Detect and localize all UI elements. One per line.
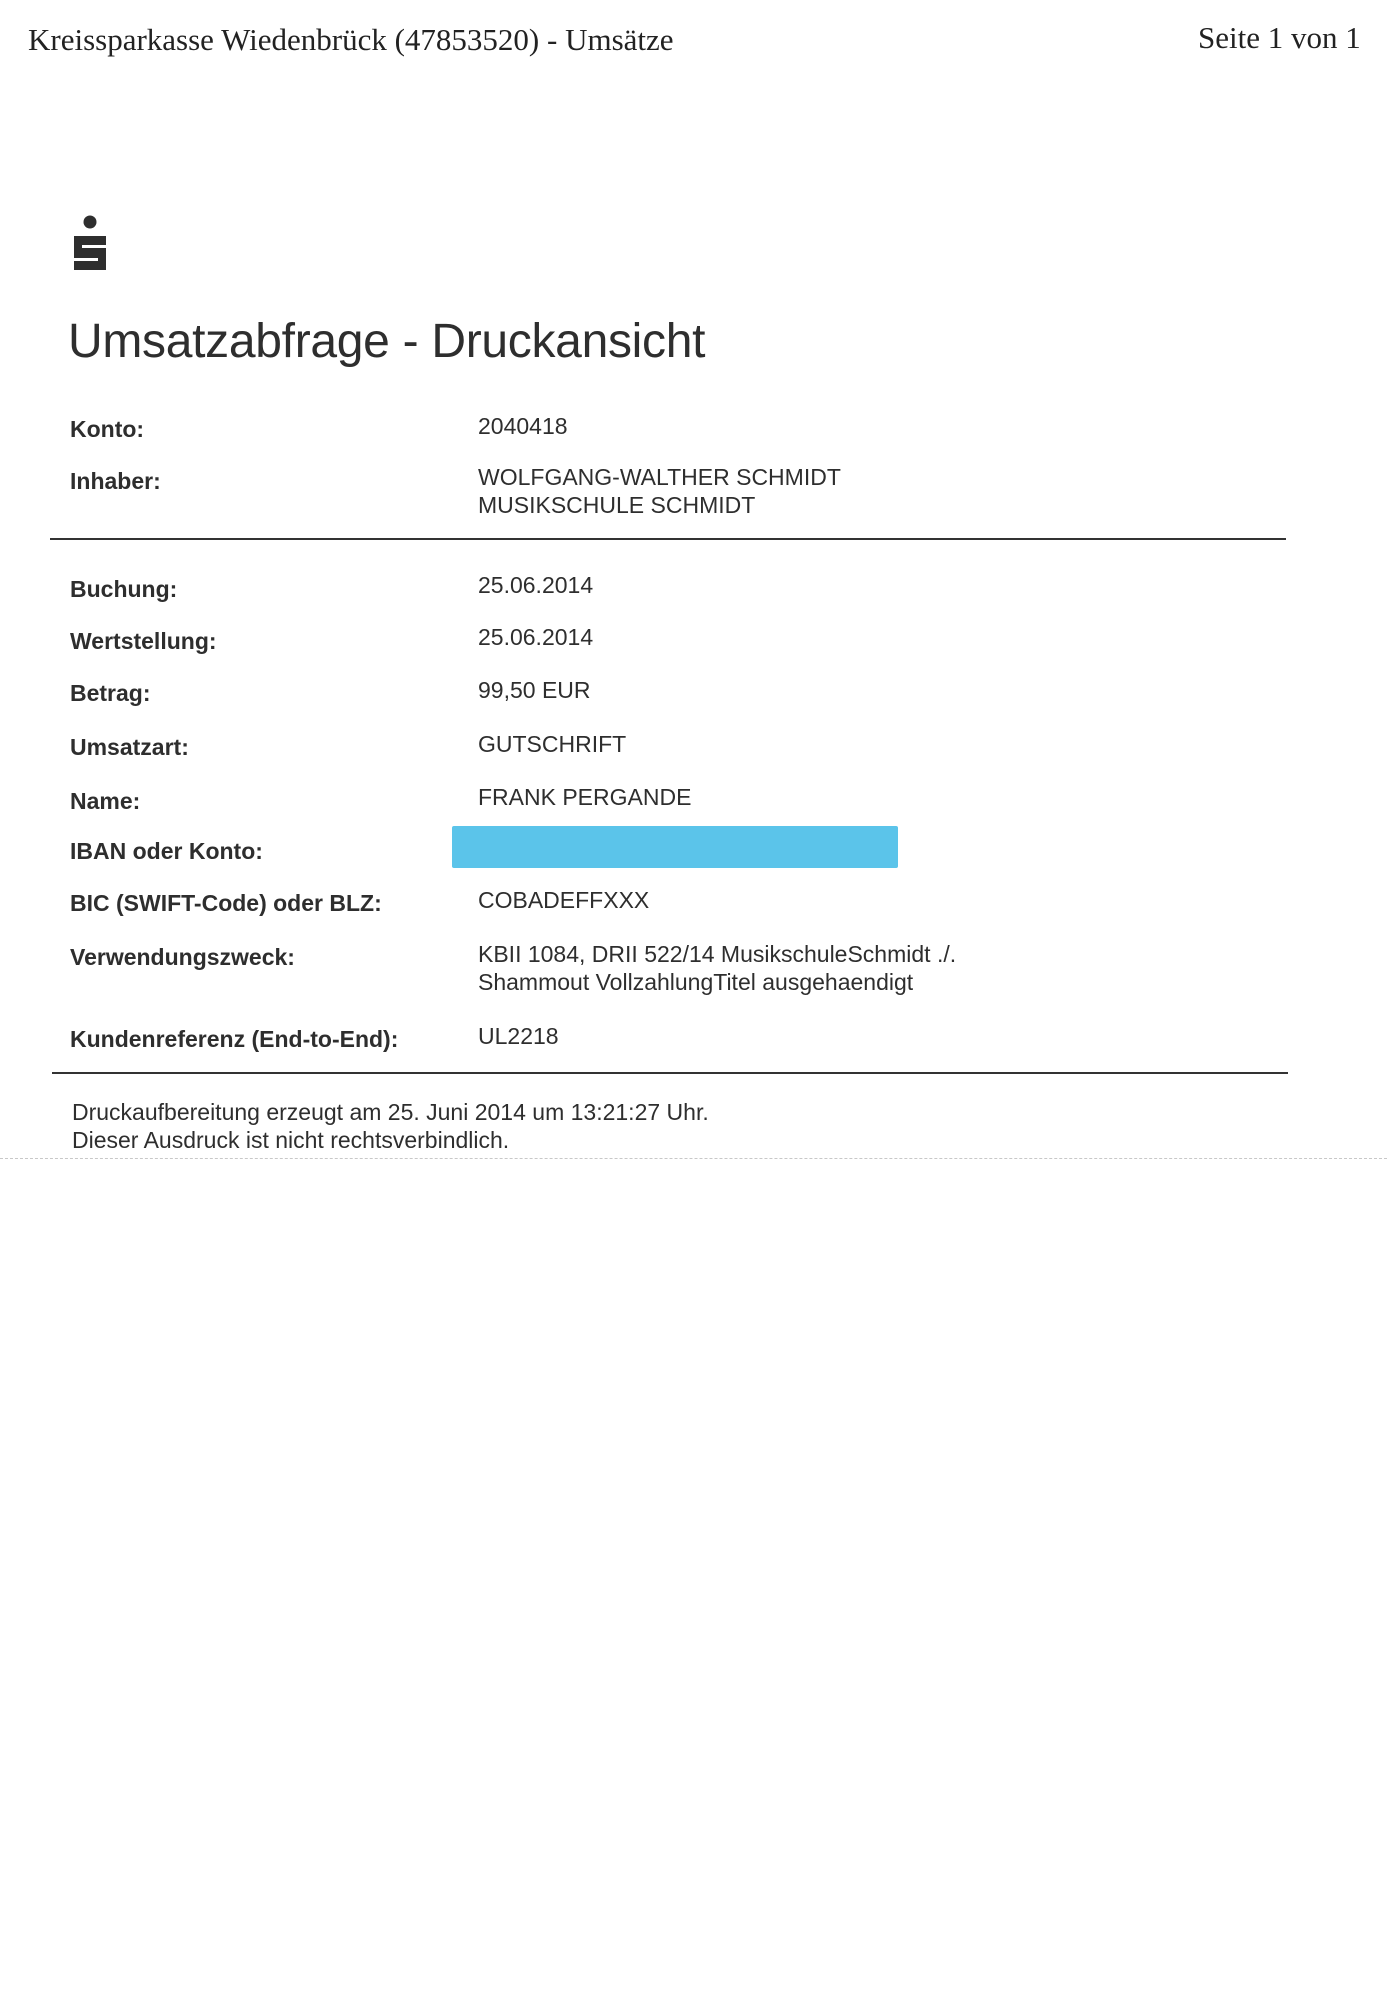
bic-label: BIC (SWIFT-Code) oder BLZ:	[70, 890, 382, 916]
page-number: Seite 1 von 1	[1198, 20, 1361, 55]
iban-redaction-mark	[452, 826, 898, 868]
inhaber-label: Inhaber:	[70, 468, 161, 494]
inhaber-line-1: WOLFGANG-WALTHER SCHMIDT	[478, 464, 841, 490]
print-footer	[72, 1098, 709, 1154]
verwendungszweck-line-1: KBII 1084, DRII 522/14 MusikschuleSchmidt ./.	[478, 941, 957, 967]
wertstellung-label: Wertstellung:	[70, 628, 217, 654]
inhaber-value	[478, 463, 841, 519]
scan-edge-line	[0, 1158, 1387, 1159]
konto-label: Konto:	[70, 416, 145, 442]
konto-value: 2040418	[478, 413, 568, 439]
inhaber-line-2: MUSIKSCHULE SCHMIDT	[478, 492, 756, 518]
sparkasse-s-logo-icon	[68, 214, 112, 270]
wertstellung-value: 25.06.2014	[478, 624, 594, 650]
bic-value: COBADEFFXXX	[478, 887, 650, 913]
umsatzart-value: GUTSCHRIFT	[478, 731, 627, 757]
footer-generated-note: Druckaufbereitung erzeugt am 25. Juni 2014 um 13:21:27 Uhr.	[72, 1099, 709, 1125]
betrag-value: 99,50 EUR	[478, 677, 591, 703]
footer-legal-note: Dieser Ausdruck ist nicht rechtsverbindlich.	[72, 1127, 510, 1153]
betrag-label: Betrag:	[70, 680, 151, 706]
page-title: Umsatzabfrage - Druckansicht	[68, 315, 706, 368]
umsatzart-label: Umsatzart:	[70, 734, 189, 760]
verwendungszweck-value	[478, 940, 956, 996]
kundenreferenz-value: UL2218	[478, 1023, 559, 1049]
section-divider-bottom	[52, 1072, 1288, 1074]
section-divider-top	[50, 538, 1286, 540]
kundenreferenz-label: Kundenreferenz (End-to-End):	[70, 1026, 399, 1052]
name-value: FRANK PERGANDE	[478, 784, 692, 810]
buchung-value: 25.06.2014	[478, 572, 594, 598]
document-header-title: Kreissparkasse Wiedenbrück (47853520) - Umsätze	[28, 22, 674, 57]
verwendungszweck-line-2: Shammout VollzahlungTitel ausgehaendigt	[478, 969, 914, 995]
name-label: Name:	[70, 788, 141, 814]
iban-label: IBAN oder Konto:	[70, 838, 263, 864]
verwendungszweck-label: Verwendungszweck:	[70, 944, 295, 970]
buchung-label: Buchung:	[70, 576, 178, 602]
